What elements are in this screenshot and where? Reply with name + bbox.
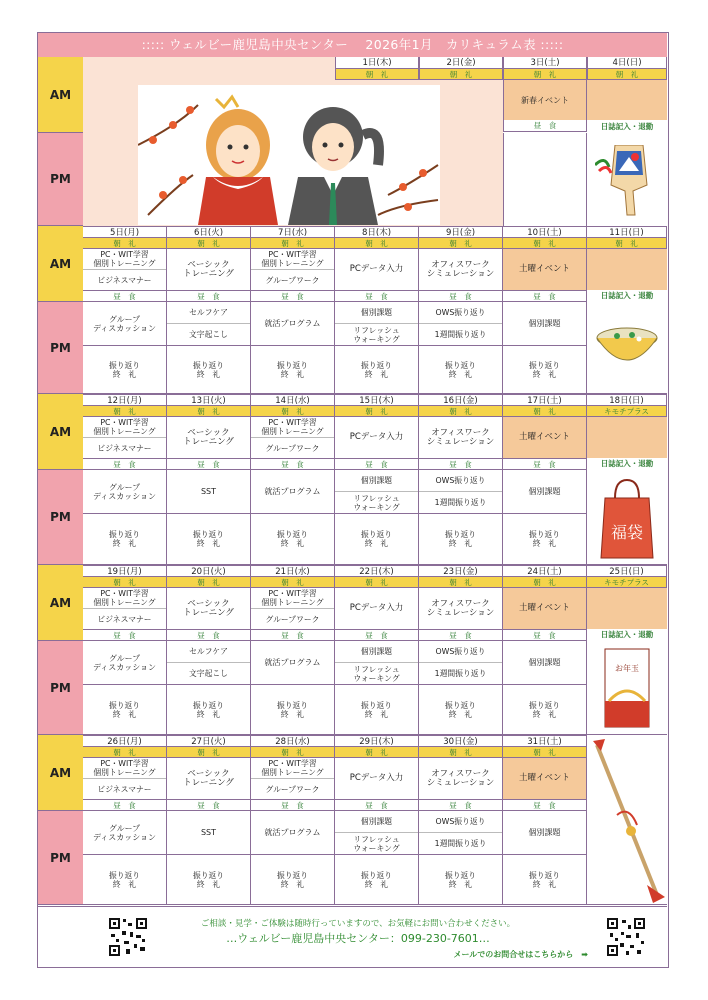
morning-assembly: 朝 礼 — [503, 69, 587, 80]
session-item: オフィスワーク シミュレーション — [426, 598, 495, 618]
date-header: 18日(日) — [587, 394, 667, 406]
date-header: 30日(金) — [419, 735, 503, 747]
pm-session — [251, 470, 335, 514]
am-session — [167, 758, 251, 799]
date-header: 5日(月) — [83, 226, 167, 238]
date-header: 31日(土) — [503, 735, 587, 747]
closing-session: 振り返り 終 礼 — [251, 514, 335, 565]
session-item: 個別課題 — [335, 641, 418, 663]
closing-session: 振り返り 終 礼 — [83, 685, 167, 735]
closing-session: 振り返り 終 礼 — [503, 855, 587, 905]
session-item: リフレッシュ ウォーキング — [353, 493, 400, 512]
morning-assembly: 朝 礼 — [587, 238, 667, 249]
session-item: ビジネスマナー — [97, 784, 152, 794]
session-item: セルフケア — [167, 302, 250, 324]
lunch-label: 昼 食 — [419, 458, 503, 470]
am-session — [167, 249, 251, 290]
pm-session — [503, 302, 587, 346]
closing-session: 振り返り 終 礼 — [167, 346, 251, 394]
am-label: AM — [38, 57, 83, 133]
closing-session: 振り返り 終 礼 — [419, 855, 503, 905]
pm-session — [167, 470, 251, 514]
am-session — [251, 758, 335, 799]
date-header: 21日(水) — [251, 565, 335, 577]
pm-session — [335, 641, 419, 685]
pm-session — [251, 641, 335, 685]
lunch-label: 昼 食 — [335, 290, 419, 302]
morning-assembly: 朝 礼 — [587, 69, 667, 80]
closing-session: 振り返り 終 礼 — [83, 855, 167, 905]
am-session — [167, 417, 251, 458]
date-header: 3日(土) — [503, 57, 587, 69]
am-session — [335, 588, 419, 629]
session-item: PCデータ入力 — [349, 773, 404, 783]
curriculum-sheet — [37, 32, 669, 968]
pm-session — [167, 641, 251, 685]
session-item: PC・WIT学習 個別トレーニング — [83, 417, 166, 438]
pm-label: PM — [38, 811, 83, 905]
session-item: 個別課題 — [528, 319, 561, 328]
am-session — [503, 417, 587, 458]
am-session — [503, 588, 587, 629]
morning-assembly: キモチプラス — [587, 406, 667, 417]
pm-session — [335, 302, 419, 346]
otoshidama-illustration — [587, 641, 667, 735]
date-header: 10日(土) — [503, 226, 587, 238]
fukubukuro-illustration — [587, 470, 667, 565]
date-header: 26日(月) — [83, 735, 167, 747]
closing-session: 振り返り 終 礼 — [251, 685, 335, 735]
session-item: 土曜イベント — [518, 432, 570, 442]
morning-assembly: 朝 礼 — [167, 238, 251, 249]
date-header: 23日(金) — [419, 565, 503, 577]
morning-assembly: 朝 礼 — [167, 747, 251, 758]
lunch-label: 昼 食 — [503, 799, 587, 811]
am-session — [419, 417, 503, 458]
lunch-label: 昼 食 — [419, 799, 503, 811]
sunday-am-block — [587, 249, 667, 290]
pm-session — [419, 641, 503, 685]
date-header: 14日(水) — [251, 394, 335, 406]
session-item: PC・WIT学習 個別トレーニング — [251, 758, 334, 779]
morning-assembly: 朝 礼 — [419, 406, 503, 417]
morning-assembly: 朝 礼 — [83, 747, 167, 758]
footer — [38, 906, 667, 967]
date-header: 15日(木) — [335, 394, 419, 406]
session-item: OWS振り返り — [419, 302, 502, 324]
session-item: オフィスワーク シミュレーション — [426, 427, 495, 447]
pm-session — [335, 811, 419, 855]
diary-note: 日誌記入・退勤 — [600, 630, 654, 639]
session-item: 就活プログラム — [264, 319, 321, 328]
date-header: 9日(金) — [419, 226, 503, 238]
pm-label: PM — [38, 302, 83, 394]
session-item: 就活プログラム — [264, 828, 321, 837]
morning-assembly: 朝 礼 — [419, 69, 503, 80]
date-header: 19日(月) — [83, 565, 167, 577]
session-item: SST — [200, 487, 217, 496]
am-session — [83, 758, 167, 799]
closing-session: 振り返り 終 礼 — [167, 514, 251, 565]
closing-session: 振り返り 終 礼 — [251, 346, 335, 394]
morning-assembly: 朝 礼 — [83, 577, 167, 588]
session-item: セルフケア — [167, 641, 250, 663]
session-item: 1週間振り返り — [434, 498, 487, 507]
session-item: OWS振り返り — [419, 811, 502, 833]
date-header: 20日(火) — [167, 565, 251, 577]
session-item: PCデータ入力 — [349, 264, 404, 274]
session-item: オフィスワーク シミュレーション — [426, 768, 495, 788]
lunch-label: 昼 食 — [167, 290, 251, 302]
session-item: 個別課題 — [335, 470, 418, 492]
pm-session — [251, 302, 335, 346]
session-item: ベーシック トレーニング — [183, 427, 234, 447]
session-item: リフレッシュ ウォーキング — [353, 325, 400, 344]
session-item: ベーシック トレーニング — [183, 768, 234, 788]
closing-session: 振り返り 終 礼 — [167, 685, 251, 735]
pm-session — [83, 302, 167, 346]
pm-session — [503, 470, 587, 514]
date-header: 6日(火) — [167, 226, 251, 238]
morning-assembly: 朝 礼 — [503, 406, 587, 417]
session-item: 文字起こし — [189, 669, 228, 678]
closing-session: 振り返り 終 礼 — [251, 855, 335, 905]
am-session — [167, 588, 251, 629]
date-header: 12日(月) — [83, 394, 167, 406]
date-header: 13日(火) — [167, 394, 251, 406]
lunch-label: 昼 食 — [83, 799, 167, 811]
lunch-label: 昼 食 — [335, 458, 419, 470]
am-label: AM — [38, 735, 83, 811]
morning-assembly: 朝 礼 — [251, 238, 335, 249]
session-item: グループワーク — [265, 784, 320, 794]
closing-session: 振り返り 終 礼 — [83, 346, 167, 394]
pm-session — [419, 811, 503, 855]
morning-assembly: 朝 礼 — [251, 747, 335, 758]
session-item: 個別課題 — [335, 811, 418, 833]
closing-session: 振り返り 終 礼 — [503, 346, 587, 394]
footer-contact: …ウェルビー鹿児島中央センター：099-230-7601… — [226, 932, 490, 945]
am-session — [251, 588, 335, 629]
session-item: PCデータ入力 — [349, 432, 404, 442]
lunch-label: 昼 食 — [503, 458, 587, 470]
pm-session — [83, 470, 167, 514]
pm-session — [83, 811, 167, 855]
diary-note: 日誌記入・退勤 — [600, 291, 654, 300]
session-item: PC・WIT学習 個別トレーニング — [251, 588, 334, 609]
session-item: 個別課題 — [335, 302, 418, 324]
new-year-couple-illustration — [138, 85, 440, 225]
closing-session: 振り返り 終 礼 — [419, 514, 503, 565]
am-label: AM — [38, 226, 83, 302]
morning-assembly: 朝 礼 — [83, 238, 167, 249]
diary-note: 日誌記入・退勤 — [600, 122, 654, 131]
session-item: グループワーク — [265, 443, 320, 453]
morning-assembly: 朝 礼 — [419, 747, 503, 758]
session-item: リフレッシュ ウォーキング — [353, 834, 400, 853]
lunch-label: 昼 食 — [251, 290, 335, 302]
footer-note: ご相談・見学・ご体験は随時行っていますので、お気軽にお問い合わせください。 — [200, 919, 516, 929]
session-item: ベーシック トレーニング — [183, 259, 234, 279]
session-item: 1週間振り返り — [434, 330, 487, 339]
am-session — [83, 249, 167, 290]
curriculum-grid — [38, 57, 667, 905]
session-item: ベーシック トレーニング — [183, 598, 234, 618]
session-item: PC・WIT学習 個別トレーニング — [251, 249, 334, 270]
am-session — [419, 758, 503, 799]
morning-assembly: キモチプラス — [587, 577, 667, 588]
session-item: グループ ディスカッション — [92, 823, 157, 842]
am-session — [503, 758, 587, 799]
session-item: 就活プログラム — [264, 658, 321, 667]
date-header: 11日(日) — [587, 226, 667, 238]
session-item: SST — [200, 828, 217, 837]
closing-session: 振り返り 終 礼 — [503, 685, 587, 735]
qr-code-right[interactable] — [606, 917, 646, 957]
session-item: PC・WIT学習 個別トレーニング — [83, 249, 166, 270]
session-item: PCデータ入力 — [349, 603, 404, 613]
closing-session: 振り返り 終 礼 — [335, 855, 419, 905]
session-item: ビジネスマナー — [97, 443, 152, 453]
closing-session: 振り返り 終 礼 — [335, 514, 419, 565]
pm-session — [167, 811, 251, 855]
pm-session — [419, 470, 503, 514]
lunch-label: 昼 食 — [335, 799, 419, 811]
am-label: AM — [38, 565, 83, 641]
closing-session: 振り返り 終 礼 — [503, 514, 587, 565]
closing-session: 振り返り 終 礼 — [419, 346, 503, 394]
date-header: 24日(土) — [503, 565, 587, 577]
hagoita-illustration — [595, 145, 659, 217]
lunch-label: 昼 食 — [251, 799, 335, 811]
lunch-label: 昼 食 — [167, 458, 251, 470]
session-item: 就活プログラム — [264, 487, 321, 496]
lunch-label: 昼 食 — [83, 629, 167, 641]
morning-assembly: 朝 礼 — [335, 238, 419, 249]
am-label: AM — [38, 394, 83, 470]
pm-session — [251, 811, 335, 855]
pm-session — [419, 302, 503, 346]
closing-session: 振り返り 終 礼 — [419, 685, 503, 735]
am-session — [419, 249, 503, 290]
session-item: グループ ディスカッション — [92, 482, 157, 501]
am-session — [335, 249, 419, 290]
am-session — [419, 588, 503, 629]
closing-session: 振り返り 終 礼 — [83, 514, 167, 565]
pm-session — [335, 470, 419, 514]
lunch-label: 昼 食 — [335, 629, 419, 641]
otoshidama-label: お年玉 — [615, 664, 639, 673]
morning-assembly: 朝 礼 — [335, 577, 419, 588]
fukubukuro-label: 福袋 — [610, 523, 644, 542]
morning-assembly: 朝 礼 — [83, 406, 167, 417]
lunch-label: 昼 食 — [83, 290, 167, 302]
lunch-label: 昼 食 — [419, 629, 503, 641]
morning-assembly: 朝 礼 — [419, 577, 503, 588]
session-item: グループワーク — [265, 614, 320, 624]
morning-assembly: 朝 礼 — [335, 406, 419, 417]
session-item: グループ ディスカッション — [92, 314, 157, 333]
hamaya-illustration — [587, 735, 667, 905]
date-header: 27日(火) — [167, 735, 251, 747]
morning-assembly: 朝 礼 — [335, 747, 419, 758]
date-header: 4日(日) — [587, 57, 667, 69]
pm-label: PM — [38, 133, 83, 226]
session-item: 個別課題 — [528, 487, 561, 496]
am-session — [503, 249, 587, 290]
morning-assembly: 朝 礼 — [251, 577, 335, 588]
morning-assembly: 朝 礼 — [503, 747, 587, 758]
date-header: 25日(日) — [587, 565, 667, 577]
session-item: グループワーク — [265, 275, 320, 285]
pm-session — [503, 811, 587, 855]
date-header: 16日(金) — [419, 394, 503, 406]
morning-assembly: 朝 礼 — [167, 577, 251, 588]
session-item: リフレッシュ ウォーキング — [353, 664, 400, 683]
session-item: 土曜イベント — [518, 603, 570, 613]
sunday-am-block — [587, 80, 667, 120]
lunch-label: 昼 食 — [251, 629, 335, 641]
pm-label: PM — [38, 641, 83, 735]
session-item: 1週間振り返り — [434, 839, 487, 848]
session-item: 1週間振り返り — [434, 669, 487, 678]
session-item: グループ ディスカッション — [92, 653, 157, 672]
session-item: 土曜イベント — [518, 773, 570, 783]
lunch-label: 昼 食 — [419, 290, 503, 302]
am-session — [251, 417, 335, 458]
date-header: 22日(木) — [335, 565, 419, 577]
lunch-label: 昼 食 — [503, 120, 587, 132]
date-header: 1日(木) — [335, 57, 419, 69]
saturday-pm-empty — [503, 133, 587, 226]
new-year-event: 新春イベント — [503, 80, 587, 120]
am-session — [251, 249, 335, 290]
morning-assembly: 朝 礼 — [251, 406, 335, 417]
morning-assembly: 朝 礼 — [419, 238, 503, 249]
lunch-label: 昼 食 — [503, 290, 587, 302]
date-header: 7日(水) — [251, 226, 335, 238]
session-item: オフィスワーク シミュレーション — [426, 259, 495, 279]
session-item: 土曜イベント — [518, 264, 570, 274]
am-session — [83, 588, 167, 629]
closing-session: 振り返り 終 礼 — [335, 685, 419, 735]
mail-contact-link[interactable]: メールでのお問合せはこちらから ➡ — [453, 950, 588, 959]
sunday-am-block — [587, 588, 667, 629]
sunday-am-block — [587, 417, 667, 458]
lunch-label: 昼 食 — [251, 458, 335, 470]
pm-session — [167, 302, 251, 346]
page-title: ::::: ウェルビー鹿児島中央センター 2026年1月 カリキュラム表 ::::: — [38, 33, 667, 57]
session-item: 文字起こし — [189, 330, 228, 339]
closing-session: 振り返り 終 礼 — [167, 855, 251, 905]
session-item: OWS振り返り — [419, 470, 502, 492]
morning-assembly: 朝 礼 — [503, 238, 587, 249]
session-item: 個別課題 — [528, 658, 561, 667]
session-item: PC・WIT学習 個別トレーニング — [83, 758, 166, 779]
date-header: 29日(木) — [335, 735, 419, 747]
am-session — [335, 417, 419, 458]
pm-label: PM — [38, 470, 83, 565]
am-session — [83, 417, 167, 458]
date-header: 28日(水) — [251, 735, 335, 747]
diary-note: 日誌記入・退勤 — [600, 459, 654, 468]
pm-session — [503, 641, 587, 685]
date-header: 8日(木) — [335, 226, 419, 238]
morning-assembly: 朝 礼 — [503, 577, 587, 588]
session-item: PC・WIT学習 個別トレーニング — [251, 417, 334, 438]
session-item: PC・WIT学習 個別トレーニング — [83, 588, 166, 609]
lunch-label: 昼 食 — [167, 799, 251, 811]
date-header: 2日(金) — [419, 57, 503, 69]
session-item: OWS振り返り — [419, 641, 502, 663]
am-session — [335, 758, 419, 799]
pm-session — [83, 641, 167, 685]
qr-code-left[interactable] — [108, 917, 148, 957]
lunch-label: 昼 食 — [503, 629, 587, 641]
session-item: ビジネスマナー — [97, 614, 152, 624]
session-item: ビジネスマナー — [97, 275, 152, 285]
morning-assembly: 朝 礼 — [167, 406, 251, 417]
date-header: 17日(土) — [503, 394, 587, 406]
lunch-label: 昼 食 — [167, 629, 251, 641]
session-item: 個別課題 — [528, 828, 561, 837]
lunch-label: 昼 食 — [83, 458, 167, 470]
morning-assembly: 朝 礼 — [335, 69, 419, 80]
closing-session: 振り返り 終 礼 — [335, 346, 419, 394]
bowl-illustration — [587, 302, 667, 394]
